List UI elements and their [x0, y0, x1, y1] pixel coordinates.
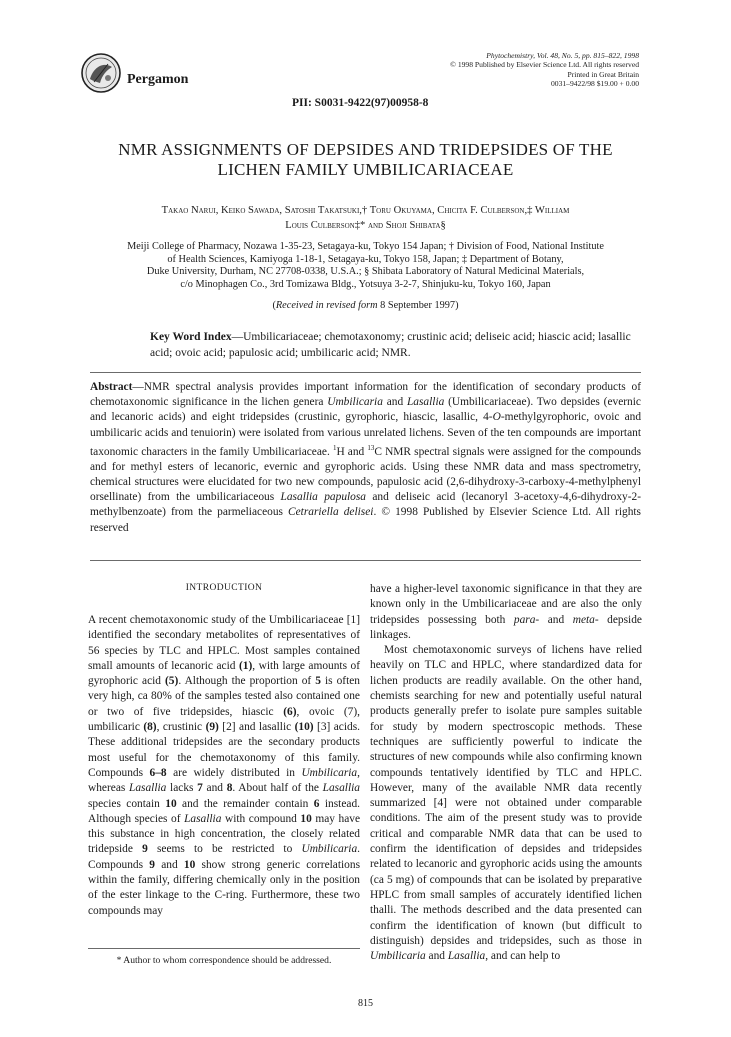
- abstract-text: and deliseic acid (lecanoryl 3-acetoxy-4,6-dihydroxy-2-methylbenzoate) from the parmeliaceous: [90, 491, 642, 519]
- text: . Although the proportion of: [178, 675, 316, 688]
- printed-line: Printed in Great Britain: [567, 69, 639, 79]
- intro-paragraph-1: [88, 613, 360, 919]
- footnote-rule: [88, 948, 360, 949]
- abstract-superscript: 13: [367, 443, 375, 452]
- text: [3] acids. These additional tridepsides are the secondary products most useful for the chemotaxonomy of this family. Compounds: [88, 721, 361, 779]
- affiliation-line-1: Meiji College of Pharmacy, Nozawa 1-35-23, Setagaya-ku, Tokyo 154 Japan; † Division of Food, National Institute: [127, 241, 604, 252]
- compound-ref: (8): [143, 721, 157, 734]
- compound-ref: (9): [205, 721, 219, 734]
- text: depside linkages.: [370, 613, 642, 641]
- compound-ref: 7: [197, 782, 203, 795]
- text: have a higher-level taxonomic significance in that they are known only in the Umbilicariaceae and are also the only tridepsides possessing both: [370, 583, 642, 626]
- intro-paragraph-2: [370, 643, 642, 964]
- text: lacks: [166, 782, 198, 795]
- author-list: [80, 203, 651, 233]
- divider-top: [90, 372, 641, 373]
- abstract-genus: Umbilicaria: [327, 396, 383, 409]
- received-close: ): [455, 300, 459, 311]
- journal-line: Phytochemistry, Vol. 48, No. 5, pp. 815–822, 1998: [486, 51, 639, 60]
- abstract-text: and: [382, 396, 407, 409]
- affiliation-line-2: of Health Sciences, Kamiyoga 1-18-1, Setagaya-ku, Tokyo 158, Japan; ‡ Department of Botany,: [167, 253, 564, 265]
- text: and: [425, 950, 448, 963]
- text: species contain: [88, 797, 166, 810]
- text: may have this substance in high concentration, the closely related tridepside: [88, 812, 360, 856]
- text: and the remainder contain: [176, 797, 314, 810]
- text: instead. Although species of: [88, 797, 360, 825]
- copyright-line: © 1998 Published by Elsevier Science Ltd. All rights reserved: [450, 60, 639, 70]
- affiliations: [80, 241, 651, 291]
- keyword-text: —Umbilicariaceae; chemotaxonomy; crustinic acid; deliseic acid; hiascic acid; lasallic acid; ovoic acid; papulosic acid; umbilicaric acid; NMR.: [150, 331, 631, 359]
- title-line-2: LICHEN FAMILY UMBILICARIACEAE: [217, 160, 514, 179]
- genus: Lasallia: [129, 782, 167, 795]
- abstract-text: —NMR spectral analysis provides important information for the identification of secondary products of chemotaxonomic significance in the lichen genera: [90, 381, 641, 409]
- text: , and can help to: [485, 950, 561, 963]
- authors-line-2: Louis Culberson‡* and Shoji Shibata§: [285, 220, 446, 231]
- abstract-text: -methylgyrophoric, ovoic and umbilicaric acids and tenuiorin) were isolated from various unrelated lichens. Seven of the ten compounds are important taxonomic characters in the family Umbilicariaceae.: [90, 411, 642, 458]
- divider-bottom: [90, 560, 641, 561]
- text: , crustinic: [156, 721, 206, 734]
- title-line-1: NMR ASSIGNMENTS OF DEPSIDES AND TRIDEPSIDES OF THE: [118, 140, 613, 159]
- compound-ref: (6): [283, 705, 297, 718]
- keyword-label: Key Word Index: [150, 331, 232, 343]
- column-left: [88, 613, 360, 919]
- abstract-species: Cetrariella delisei: [288, 506, 374, 519]
- text: A recent chemotaxonomic study of the Umbilicariaceae [1] identified the secondary metabolites of representatives of 56 species by TLC and HPLC. Most samples contained small amounts of lecanoric acid: [88, 614, 360, 672]
- text: and: [202, 782, 227, 795]
- received-open: (: [272, 300, 276, 311]
- compound-ref: (5): [165, 675, 179, 688]
- compound-ref: 6: [313, 797, 320, 810]
- genus: Umbilicaria: [301, 766, 358, 779]
- affiliation-line-3: Duke University, Durham, NC 27708-0338, U.S.A.; § Shibata Laboratory of Natural Medicinal Materials,: [146, 266, 585, 278]
- abstract-text: H and: [336, 445, 368, 458]
- text: , ovoic (7), umbilicaric: [88, 705, 361, 734]
- text: and: [155, 858, 184, 871]
- compound-ref: 10: [300, 812, 312, 825]
- abstract-label: Abstract: [90, 381, 133, 393]
- abstract-text: . © 1998 Published by Elsevier Science Ltd. All rights reserved: [90, 506, 641, 534]
- compound-ref: 9: [149, 858, 155, 871]
- text: . About half of the: [232, 782, 323, 795]
- journal-info: [450, 51, 639, 89]
- compound-ref: 8: [226, 782, 233, 795]
- compound-ref: 10: [165, 797, 177, 810]
- text: with compound: [221, 812, 301, 825]
- genus: Lasallia: [184, 812, 222, 825]
- paper-title: [60, 140, 671, 180]
- compound-ref: 9: [142, 843, 148, 856]
- italic-term: meta-: [572, 613, 599, 626]
- compound-ref: (1): [238, 659, 253, 672]
- abstract-text: C NMR spectral signals were assigned for the compounds and for methyl esters of lecanoric, evernic and gyrophoric acids. Using these NMR data and mass spectrometry, chemical structures were elucidated for two new compounds, papulosic acid (2,6-dihydroxy-3-carboxy-4-methylphenyl orsellinate) from the umbilicariaceous: [90, 445, 641, 504]
- page-number: 815: [358, 998, 373, 1009]
- abstract-superscript: 1: [332, 443, 337, 452]
- pii-identifier: PII: S0031-9422(97)00958-8: [292, 97, 429, 109]
- column-right: [370, 582, 642, 964]
- compound-ref: 5: [315, 675, 321, 688]
- text: . Compounds: [88, 843, 361, 871]
- received-date: [80, 300, 651, 311]
- received-date-value: 8 September 1997: [380, 300, 456, 311]
- abstract-italic: O: [492, 411, 501, 424]
- genus: Umbilicaria: [370, 950, 426, 963]
- text: seems to be restricted to: [147, 843, 302, 856]
- compound-ref: 10: [183, 858, 196, 871]
- genus: Lasallia: [322, 782, 360, 795]
- italic-term: para-: [513, 613, 540, 626]
- publisher-logo: [80, 52, 122, 94]
- affiliation-line-4: c/o Minophagen Co., 3rd Tomizawa Bldg., Yotsuya 3-2-7, Shinjuku-ku, Tokyo 160, Japan: [180, 278, 551, 290]
- text: are widely distributed in: [166, 766, 302, 779]
- text: Most chemotaxonomic surveys of lichens have relied heavily on TLC and HPLC, where standardized data for lichen products are readily available. On the other hand, chemists searching for new and potentially useful natural products generally prefer to isolate pure samples suitable for study by modern spectroscopic methods. These techniques are sufficiently powerful to indicate the structures of new compounds while also confirming known compounds tentatively identified by TLC and HPLC. However, many of the available NMR data recently summarized [4] were not obtained under comparable conditions. The aim of the present study was to provide critical and comparable NMR data that can be used to confirm the identification of depsides and tridepsides related to lecanoric and gyrophoric acids using the amounts (ca 5 mg) of compounds that can be isolated by preparative HPLC from small samples of accurately identified lichen thalli. The methods described and the data presented can confirm the identification of known (but difficult to distinguish) depsides and tridepsides, such as those in: [370, 644, 642, 947]
- text: show strong generic correlations within the family, differing chemically only in the position of the ester linkage to the C-ring. Furthermore, these two compounds may: [88, 858, 360, 917]
- publisher-name: Pergamon: [127, 72, 189, 87]
- text: and: [539, 613, 573, 626]
- footnote: * Author to whom correspondence should be addressed.: [116, 955, 332, 966]
- authors-line-1: Takao Narui, Keiko Sawada, Satoshi Takatsuki,† Toru Okuyama, Chicita F. Culberson,‡ William: [161, 205, 570, 216]
- issn-line: 0031–9422/98 $19.00 + 0.00: [550, 79, 639, 89]
- abstract-text: (Umbilicariaceae). Two depsides (evernic and lecanoric acids) and eight tridepsides (crustinic, gyrophoric, hiascic, lasallic, 4-: [90, 396, 641, 424]
- abstract: [90, 380, 641, 536]
- text: [2] and lasallic: [218, 721, 295, 734]
- abstract-genus: Lasallia: [406, 396, 445, 409]
- text: , with large amounts of gyrophoric acid: [88, 659, 360, 688]
- text: , whereas: [88, 766, 360, 795]
- genus: Lasallia: [447, 950, 486, 963]
- compound-ref: 6–8: [149, 766, 167, 779]
- intro-paragraph-1-continued: [370, 582, 642, 643]
- genus: Umbilicaria: [301, 843, 358, 856]
- abstract-species: Lasallia papulosa: [280, 491, 367, 504]
- section-heading-introduction: INTRODUCTION: [185, 583, 263, 593]
- received-label: Received in revised form: [275, 300, 378, 311]
- compound-ref: (10): [294, 721, 314, 734]
- text: is often very high, ca 80% of the samples tested also contained one or two of five tridepsides, hiascic: [88, 675, 360, 718]
- keyword-index: [150, 330, 638, 361]
